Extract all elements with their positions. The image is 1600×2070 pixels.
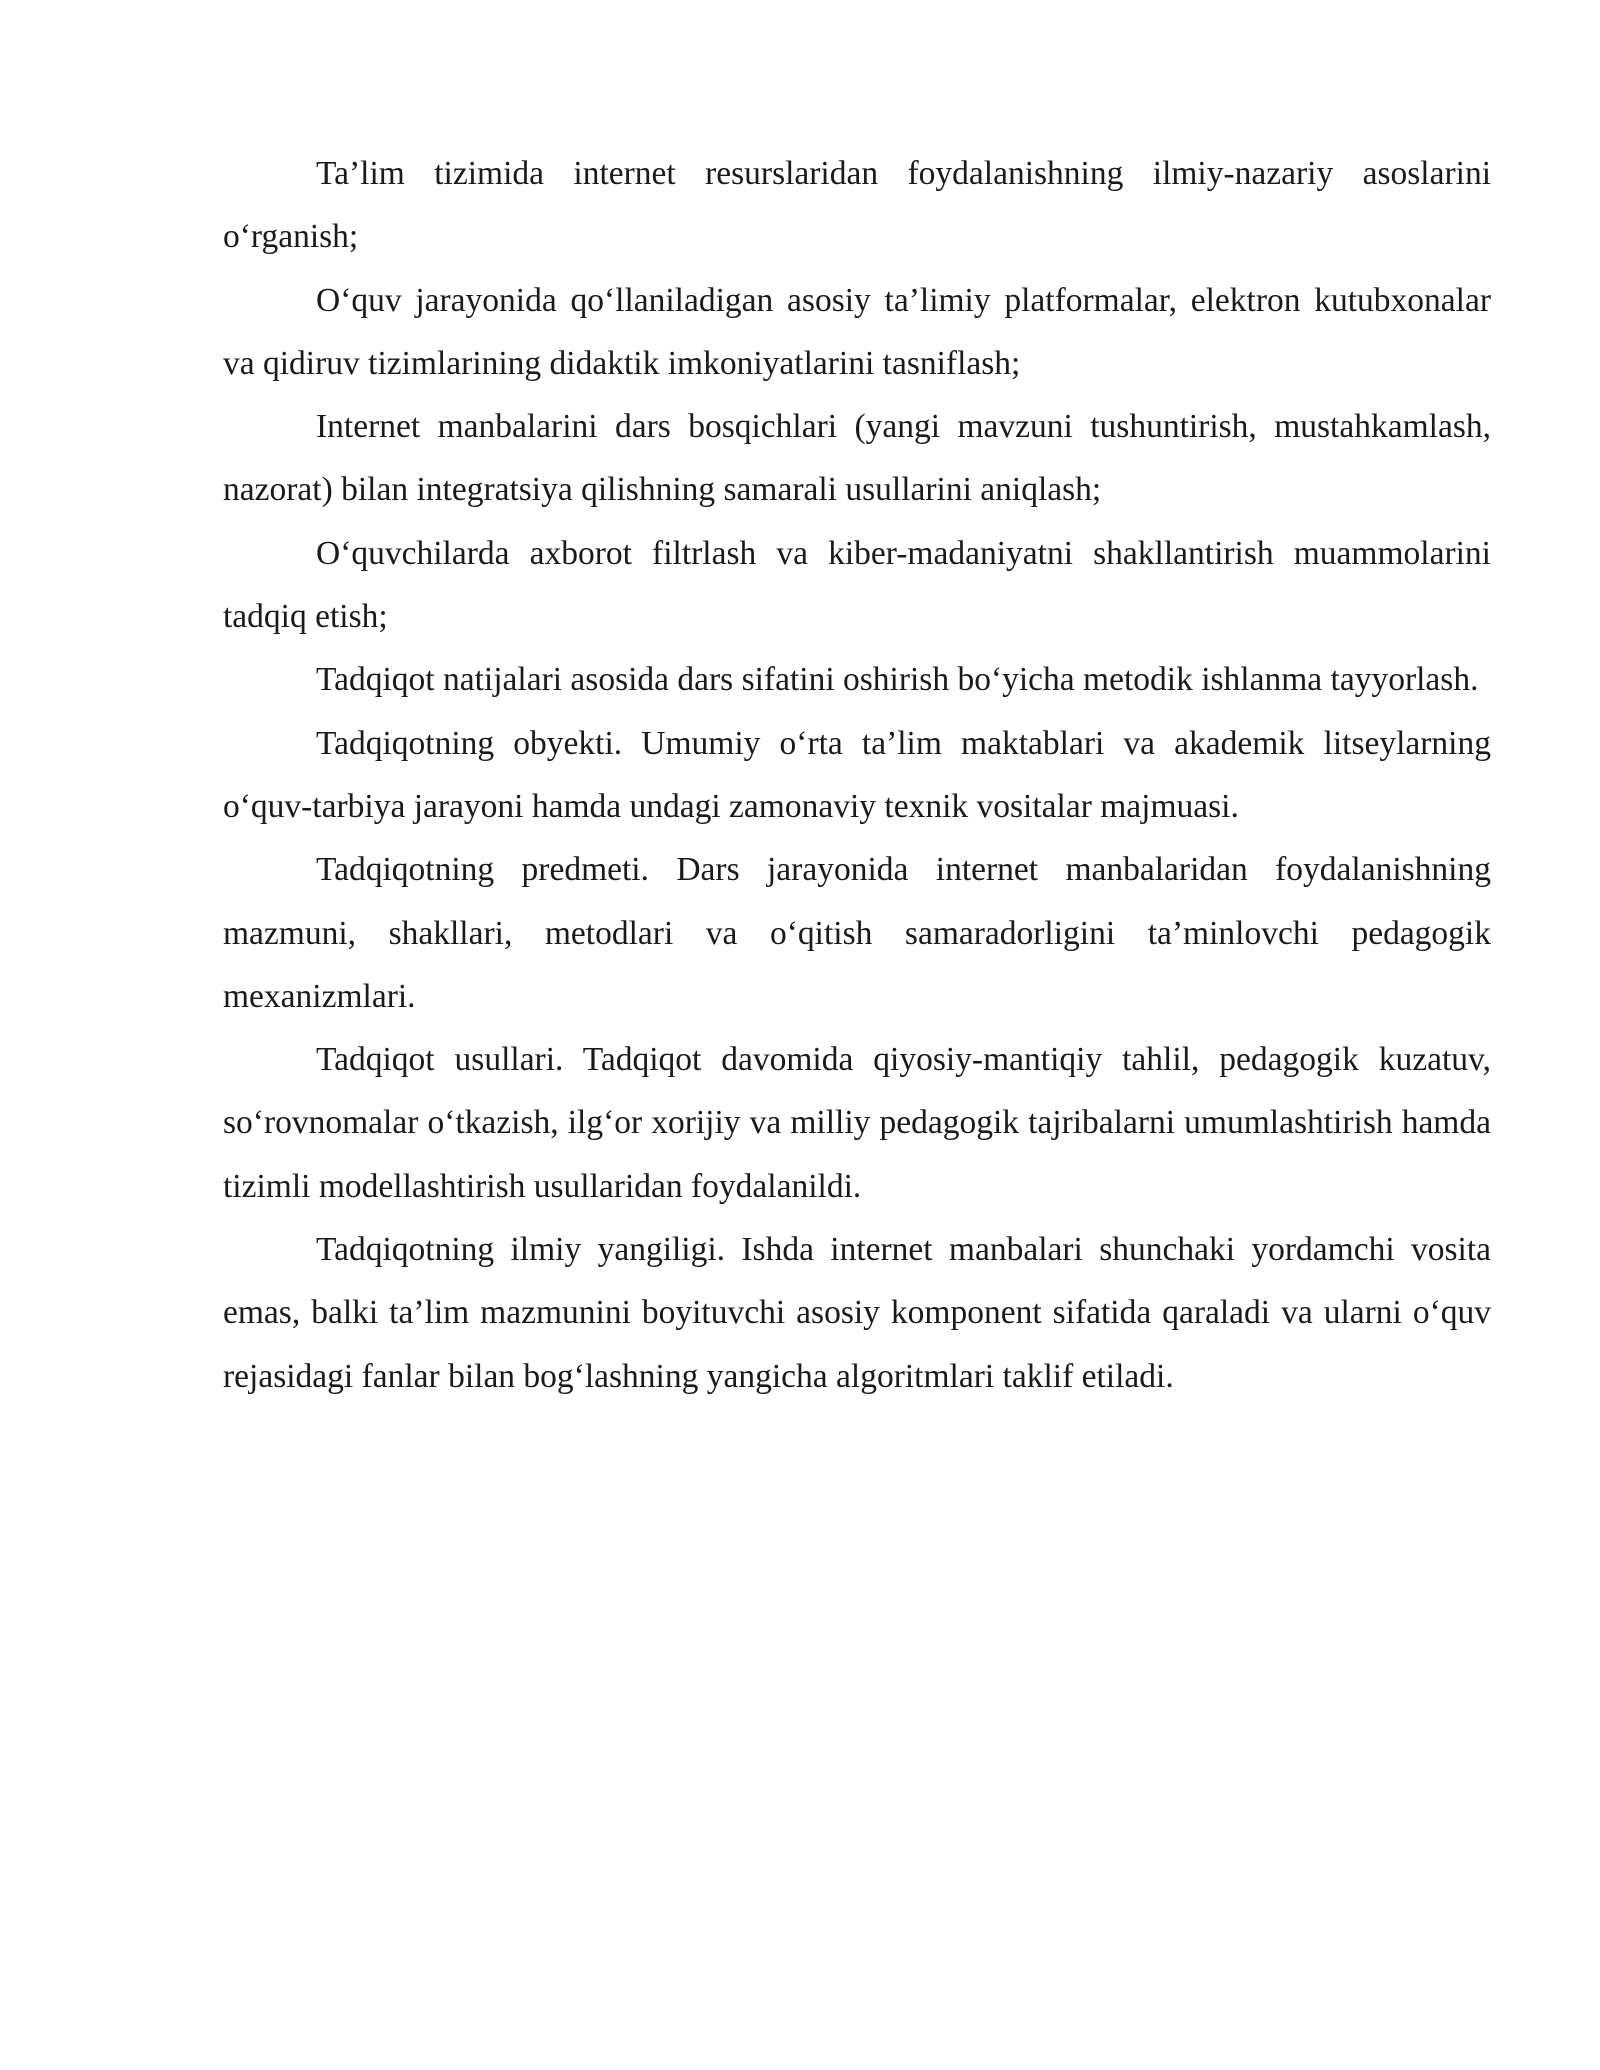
paragraph-research-task-4: O‘quvchilarda axborot filtrlash va kiber-madaniyatni shakllantirish muammolarini tadqiq etish; [223,534,1491,636]
paragraph-scientific-novelty: Tadqiqotning ilmiy yangiligi. Ishda internet manbalari shunchaki yordamchi vosita emas, balki ta’lim mazmunini boyituvchi asosiy komponent sifatida qaraladi va ularni o‘quv rejasidagi fanlar bilan bog‘lashning yangicha algoritmlari taklif etiladi. [223,1231,1491,1395]
paragraph-research-object: Tadqiqotning obyekti. Umumiy o‘rta ta’lim maktablari va akademik litseylarning o‘quv-tarbiya jarayoni hamda undagi zamonaviy texnik vositalar majmuasi. [223,724,1491,825]
document-body [223,142,1491,1408]
paragraph-research-subject: Tadqiqotning predmeti. Dars jarayonida internet manbalaridan foydalanishning mazmuni, shakllari, metodlari va o‘qitish samaradorligini ta’minlovchi pedagogik mexanizmlari. [223,851,1491,1015]
paragraph-research-methods: Tadqiqot usullari. Tadqiqot davomida qiyosiy-mantiqiy tahlil, pedagogik kuzatuv, so‘rovnomalar o‘tkazish, ilg‘or xorijiy va milliy pedagogik tajribalarni umumlashtirish hamda tizimli modellashtirish usullaridan foydalanildi. [223,1041,1491,1205]
paragraph-research-task-1: Ta’lim tizimida internet resurslaridan foydalanishning ilmiy-nazariy asoslarini o‘rganish; [223,155,1491,256]
paragraph-research-task-3: Internet manbalarini dars bosqichlari (yangi mavzuni tushuntirish, mustahkamlash, nazorat) bilan integratsiya qilishning samarali usullarini aniqlash; [223,408,1491,509]
paragraph-research-task-5: Tadqiqot natijalari asosida dars sifatini oshirish bo‘yicha metodik ishlanma tayyorlash. [316,661,1479,699]
paragraph-research-task-2: O‘quv jarayonida qo‘llaniladigan asosiy ta’limiy platformalar, elektron kutubxonalar va qidiruv tizimlarining didaktik imkoniyatlarini tasniflash; [223,281,1491,382]
